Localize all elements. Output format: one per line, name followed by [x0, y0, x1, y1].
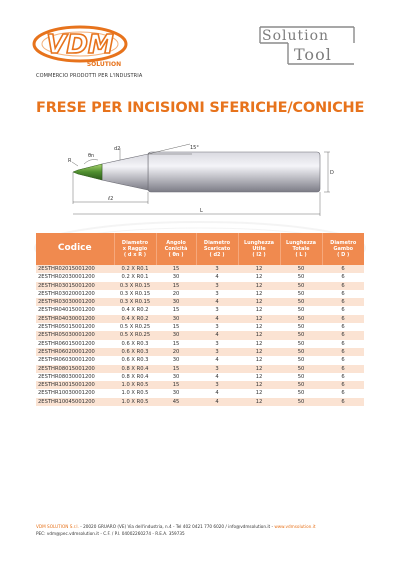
table-cell: 3 — [196, 282, 238, 290]
table-cell: 50 — [280, 398, 322, 406]
table-cell: 50 — [280, 365, 322, 373]
table-row — [36, 298, 364, 306]
table-row — [36, 356, 364, 364]
table-row — [36, 315, 364, 323]
label-l2: ℓ2 — [108, 196, 114, 202]
table-cell: 15 — [156, 306, 196, 314]
table-cell: 2ESTHR05030001200 — [36, 331, 114, 339]
table-cell: 50 — [280, 331, 322, 339]
label-15: 15° — [190, 145, 199, 151]
table-cell: 2ESTHR06015001200 — [36, 340, 114, 348]
table-cell: 12 — [238, 282, 280, 290]
table-row — [36, 398, 364, 406]
table-body — [36, 265, 364, 406]
table-cell: 30 — [156, 356, 196, 364]
table-cell: 2ESTHR10030001200 — [36, 389, 114, 397]
table-row — [36, 340, 364, 348]
table-header-row — [36, 233, 364, 265]
label-L: L — [200, 208, 203, 214]
table-cell: 0.3 X R0.15 — [114, 290, 156, 298]
table-cell: 12 — [238, 273, 280, 281]
table-cell: 0.8 X R0.4 — [114, 373, 156, 381]
table-cell: 3 — [196, 265, 238, 273]
table-row — [36, 373, 364, 381]
col-header-diametro-scaricato: Diametro Scaricato ( d2 ) — [196, 233, 238, 265]
footer — [36, 523, 376, 537]
table-cell: 12 — [238, 356, 280, 364]
table-cell: 6 — [322, 365, 364, 373]
solution-tool-line1: Solution — [262, 28, 330, 44]
table-cell: 15 — [156, 265, 196, 273]
table-row — [36, 323, 364, 331]
table-cell: 6 — [322, 373, 364, 381]
table-cell: 15 — [156, 282, 196, 290]
table-cell: 6 — [322, 356, 364, 364]
table-cell: 2ESTHR02015001200 — [36, 265, 114, 273]
table-row — [36, 348, 364, 356]
table-cell: 50 — [280, 389, 322, 397]
table-cell: 30 — [156, 373, 196, 381]
table-cell: 6 — [322, 265, 364, 273]
table-cell: 30 — [156, 315, 196, 323]
table-cell: 50 — [280, 306, 322, 314]
table-cell: 2ESTHR06020001200 — [36, 348, 114, 356]
footer-address: - 20020 GRUARO (VE) Via dell'industria, n.4 - Tel 402 0421 770 6020 / info@vdmsolution.it - — [78, 524, 275, 529]
label-angle: θn — [88, 153, 95, 159]
table-cell: 12 — [238, 265, 280, 273]
table-cell: 2ESTHR08030001200 — [36, 373, 114, 381]
table-cell: 50 — [280, 273, 322, 281]
table-cell: 3 — [196, 381, 238, 389]
col-header-diametro-raggio: Diametro x Raggio ( d x R ) — [114, 233, 156, 265]
table-cell: 2ESTHR06030001200 — [36, 356, 114, 364]
table-cell: 4 — [196, 373, 238, 381]
table-cell: 15 — [156, 323, 196, 331]
table-cell: 6 — [322, 381, 364, 389]
table-cell: 6 — [322, 315, 364, 323]
table-cell: 3 — [196, 290, 238, 298]
table-cell: 0.6 X R0.3 — [114, 340, 156, 348]
table-cell: 2ESTHR04015001200 — [36, 306, 114, 314]
table-cell: 12 — [238, 298, 280, 306]
table-cell: 1.0 X R0.5 — [114, 389, 156, 397]
table-cell: 12 — [238, 398, 280, 406]
col-header-lunghezza-utile: Lunghezza Utile ( l2 ) — [238, 233, 280, 265]
table-cell: 3 — [196, 340, 238, 348]
table-cell: 0.4 X R0.2 — [114, 315, 156, 323]
solution-tool-logo — [258, 26, 358, 66]
table-cell: 1.0 X R0.5 — [114, 398, 156, 406]
table-cell: 2ESTHR10015001200 — [36, 381, 114, 389]
footer-company: VDM SOLUTION S.r.l. — [36, 524, 79, 529]
table-cell: 3 — [196, 348, 238, 356]
table-cell: 6 — [322, 389, 364, 397]
table-cell: 50 — [280, 373, 322, 381]
table-cell: 50 — [280, 381, 322, 389]
table-cell: 50 — [280, 340, 322, 348]
table-cell: 2ESTHR03030001200 — [36, 298, 114, 306]
table-cell: 50 — [280, 298, 322, 306]
table-cell: 12 — [238, 340, 280, 348]
table-cell: 50 — [280, 290, 322, 298]
table-cell: 0.3 X R0.15 — [114, 298, 156, 306]
vdm-logo — [30, 22, 130, 68]
footer-line2: PEC: vdm@pec.vdmsolution.it - C.F. / P.I. 04002260274 - R.E.A. 359735 — [36, 531, 185, 536]
table-cell: 4 — [196, 315, 238, 323]
table-cell: 12 — [238, 365, 280, 373]
table-row — [36, 282, 364, 290]
table-cell: 0.2 X R0.1 — [114, 273, 156, 281]
table-cell: 6 — [322, 298, 364, 306]
table-cell: 2ESTHR02030001200 — [36, 273, 114, 281]
table-row — [36, 265, 364, 273]
table-cell: 20 — [156, 348, 196, 356]
solution-tool-line2: Tool — [294, 45, 332, 64]
table-cell: 2ESTHR05015001200 — [36, 323, 114, 331]
table-cell: 50 — [280, 356, 322, 364]
table-row — [36, 273, 364, 281]
table-cell: 3 — [196, 306, 238, 314]
table-row — [36, 290, 364, 298]
table-cell: 0.8 X R0.4 — [114, 365, 156, 373]
table-cell: 3 — [196, 323, 238, 331]
table-cell: 15 — [156, 381, 196, 389]
table-cell: 6 — [322, 323, 364, 331]
vdm-logo-sub: SOLUTION — [86, 61, 122, 68]
table-cell: 4 — [196, 331, 238, 339]
table-cell: 6 — [322, 340, 364, 348]
tagline: COMMERCIO PRODOTTI PER L'INDUSTRIA — [36, 73, 143, 79]
table-cell: 12 — [238, 315, 280, 323]
vdm-logo-text: VDM — [46, 30, 114, 60]
table-cell: 50 — [280, 348, 322, 356]
table-cell: 15 — [156, 365, 196, 373]
page-title: FRESE PER INCISIONI SFERICHE/CONICHE — [36, 100, 365, 116]
table-cell: 6 — [322, 398, 364, 406]
table-cell: 20 — [156, 290, 196, 298]
table-cell: 0.4 X R0.2 — [114, 306, 156, 314]
table-cell: 6 — [322, 273, 364, 281]
footer-line1 — [36, 523, 376, 530]
table-cell: 3 — [196, 365, 238, 373]
label-D: D — [330, 170, 334, 176]
table-row — [36, 389, 364, 397]
table-cell: 4 — [196, 389, 238, 397]
table-row — [36, 306, 364, 314]
table-cell: 4 — [196, 273, 238, 281]
col-header-codice: Codice — [36, 233, 114, 265]
table-cell: 2ESTHR03015001200 — [36, 282, 114, 290]
table-cell: 50 — [280, 315, 322, 323]
table-cell: 12 — [238, 373, 280, 381]
table-cell: 30 — [156, 298, 196, 306]
table-row — [36, 331, 364, 339]
table-cell: 50 — [280, 265, 322, 273]
table-cell: 2ESTHR08015001200 — [36, 365, 114, 373]
table-cell: 12 — [238, 348, 280, 356]
table-cell: 2ESTHR10045001200 — [36, 398, 114, 406]
table-cell: 0.5 X R0.25 — [114, 331, 156, 339]
table-cell: 0.6 X R0.3 — [114, 348, 156, 356]
col-header-angolo: Angolo Conicità ( θn ) — [156, 233, 196, 265]
table-cell: 6 — [322, 306, 364, 314]
table-cell: 0.6 X R0.3 — [114, 356, 156, 364]
table-cell: 1.0 X R0.5 — [114, 381, 156, 389]
table-cell: 12 — [238, 290, 280, 298]
product-table — [36, 233, 364, 406]
table-cell: 4 — [196, 298, 238, 306]
table-cell: 12 — [238, 323, 280, 331]
table-cell: 12 — [238, 381, 280, 389]
table-cell: 50 — [280, 282, 322, 290]
table-cell: 50 — [280, 323, 322, 331]
footer-website[interactable]: www.vdmsolution.it — [274, 524, 316, 529]
label-R: R — [68, 158, 72, 164]
col-header-lunghezza-totale: Lunghezza Totale ( L ) — [280, 233, 322, 265]
table-row — [36, 365, 364, 373]
table-cell: 4 — [196, 398, 238, 406]
table-cell: 15 — [156, 340, 196, 348]
tool-diagram — [40, 140, 370, 225]
table-cell: 0.2 X R0.1 — [114, 265, 156, 273]
table-cell: 45 — [156, 398, 196, 406]
table-cell: 30 — [156, 331, 196, 339]
table-cell: 6 — [322, 290, 364, 298]
table-cell: 0.3 X R0.15 — [114, 282, 156, 290]
col-header-diametro-gambo: Diametro Gambo ( D ) — [322, 233, 364, 265]
table-cell: 6 — [322, 331, 364, 339]
table-cell: 0.5 X R0.25 — [114, 323, 156, 331]
table-cell: 12 — [238, 331, 280, 339]
table-cell: 4 — [196, 356, 238, 364]
table-cell: 6 — [322, 282, 364, 290]
table-row — [36, 381, 364, 389]
table-cell: 30 — [156, 273, 196, 281]
table-cell: 12 — [238, 389, 280, 397]
label-d2: d2 — [114, 146, 121, 152]
table-cell: 12 — [238, 306, 280, 314]
table-cell: 2ESTHR04030001200 — [36, 315, 114, 323]
table-cell: 6 — [322, 348, 364, 356]
table-cell: 30 — [156, 389, 196, 397]
table-cell: 2ESTHR03020001200 — [36, 290, 114, 298]
